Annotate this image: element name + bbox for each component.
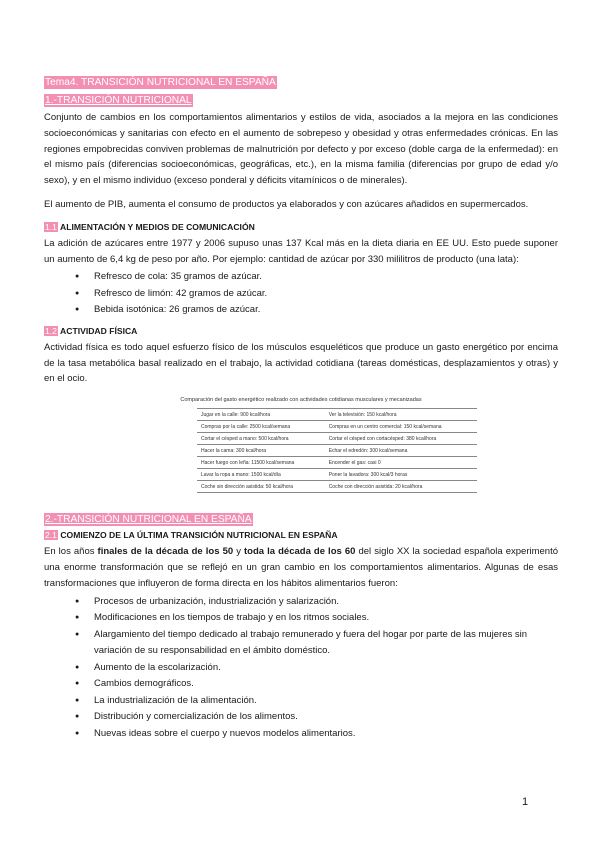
- list-item: ● Nuevas ideas sobre el cuerpo y nuevos modelos alimentarios.: [44, 726, 558, 743]
- document-title: Tema4. TRANSICIÓN NUTRICIONAL EN ESPAÑA: [45, 77, 276, 88]
- table-cell: Cortar el césped a mano: 500 kcal/hora: [197, 433, 325, 445]
- table-row: [197, 445, 477, 457]
- list-item: ● Modificaciones en los tiempos de trabajo y en los ritmos sociales.: [44, 610, 558, 627]
- list-item: ● La industrialización de la alimentación.: [44, 693, 558, 710]
- table-row: [197, 457, 477, 469]
- table-cell: Poner la lavadora: 300 kcal/3 horas: [325, 469, 477, 481]
- table-cell: Ver la televisión: 150 kcal/hora: [325, 409, 477, 421]
- table-cell: Lavar la ropa a mano: 1500 kcal/día: [197, 469, 325, 481]
- table-cell: Compras por la calle: 2500 kcal/semana: [197, 421, 325, 433]
- text-run-bold: finales de la década de los 50: [97, 546, 234, 558]
- table-cell: Jugar en la calle: 900 kcal/hora: [197, 409, 325, 421]
- section-1-heading: 1.-TRANSICIÓN NUTRICIONAL: [45, 95, 192, 106]
- text-run: del siglo XX la sociedad española experimentó una enorme transformación que se reflejó en un gran cambio en los comportamientos alimentarios. Algunas de esas transformaciones que influyeron de forma directa en los hábitos alimentarios fueron:: [44, 546, 558, 589]
- table-cell: Echar el edredón: 300 kcal/semana: [325, 445, 477, 457]
- subsection-number: 1.2: [45, 325, 57, 336]
- list-item: ● Procesos de urbanización, industrialización y salarización.: [44, 594, 558, 611]
- text-run-bold: toda la década de los 60: [244, 546, 356, 558]
- subsection-1-1-heading: [44, 221, 558, 234]
- subsection-1-1-paragraph: La adición de azúcares entre 1977 y 2006 supuso unas 137 Kcal más en la dieta diaria en EE UU. Esto puede suponer un aumento de 6,4 kg de peso por año. Por ejemplo: cantidad de azúcar por 330 mililitros de producto (una lata):: [44, 237, 558, 265]
- table-cell: Hacer la cama: 300 kcal/hora: [197, 445, 325, 457]
- table-cell: Hacer fuego con leña: 11500 kcal/semana: [197, 457, 325, 469]
- section-1-paragraph-2: El aumento de PIB, aumenta el consumo de productos ya elaborados y con azúcares añadidos en supermercados.: [44, 198, 529, 210]
- table-cell: Cortar el césped con cortacésped: 380 kcal/hora: [325, 433, 477, 445]
- subsection-1-2-paragraph: Actividad física es todo aquel esfuerzo físico de los músculos esqueléticos que produce un gasto energético por encima de la tasa metabólica basal realizado en el trabajo, la actividad cotidiana (tareas domésticas, desplazamientos y otras) y en el ocio.: [44, 341, 558, 385]
- table-cell: Coche con dirección asistida: 20 kcal/hora: [325, 481, 477, 493]
- list-item: ● Refresco de cola: 35 gramos de azúcar.: [44, 269, 558, 286]
- section-2-heading: 2.-TRANSICIÓN NUTRICIONAL EN ESPAÑA: [45, 514, 252, 526]
- transformations-list: [44, 594, 558, 743]
- table-row: [197, 481, 477, 493]
- text-run: En los años: [44, 546, 98, 558]
- list-item: ● Distribución y comercialización de los alimentos.: [44, 709, 558, 726]
- subsection-number: 1.1: [45, 221, 57, 232]
- table-row: [197, 433, 477, 445]
- table-caption: Comparación del gasto energético realizado con actividades cotidianas musculares y mecanizadas: [180, 397, 422, 404]
- subsection-2-1-paragraph: [44, 544, 558, 591]
- table-cell: Coche sin dirección asistida: 50 kcal/hora: [197, 481, 325, 493]
- table-row: [197, 409, 477, 421]
- list-item: ● Bebida isotónica: 26 gramos de azúcar.: [44, 302, 558, 319]
- table-cell: Compras en un centro comercial: 150 kcal/semana: [325, 421, 477, 433]
- list-item: ● Alargamiento del tiempo dedicado al trabajo remunerado y fuera del hogar por parte de las mujeres sin variación de su responsabilidad en el ámbito doméstico.: [44, 627, 558, 660]
- subsection-2-1-heading: [44, 529, 558, 542]
- list-item: ● Aumento de la escolarización.: [44, 660, 558, 677]
- section-1-paragraph-1: Conjunto de cambios en los comportamientos alimentarios y estilos de vida, asociados a la mejora en las condiciones socioeconómicas y sanitarias con efecto en el aumento de sobrepeso y obesidad y otras enfermedades crónicas. En las regiones empobrecidas conviven problemas de malnutrición por defecto y por exceso (doble carga de la enfermedad): en el mismo país (diferencias socioeconómicas, geográficas, etc.), en la misma familia (diferencias por grupo de edad y/o sexo), y en el mismo individuo (exceso ponderal y déficits vitamínicos o de minerales).: [44, 112, 558, 187]
- subsection-title: COMIENZO DE LA ÚLTIMA TRANSICIÓN NUTRICIONAL EN ESPAÑA: [60, 530, 338, 541]
- list-item: ● Cambios demográficos.: [44, 676, 558, 693]
- subsection-title: ACTIVIDAD FÍSICA: [60, 325, 138, 336]
- document-page: [44, 72, 558, 742]
- subsection-title: ALIMENTACIÓN Y MEDIOS DE COMUNICACIÓN: [60, 221, 255, 232]
- energy-comparison-table: [197, 408, 477, 493]
- subsection-1-2-heading: [44, 325, 558, 338]
- table-cell: Encender el gas: casi 0: [325, 457, 477, 469]
- subsection-number: 2.1: [45, 530, 57, 541]
- table-row: [197, 421, 477, 433]
- text-run: y: [233, 546, 245, 558]
- list-item: ● Refresco de limón: 42 gramos de azúcar.: [44, 286, 558, 303]
- page-number: 1: [522, 796, 529, 808]
- table-row: [197, 469, 477, 481]
- sugar-list: [44, 269, 558, 319]
